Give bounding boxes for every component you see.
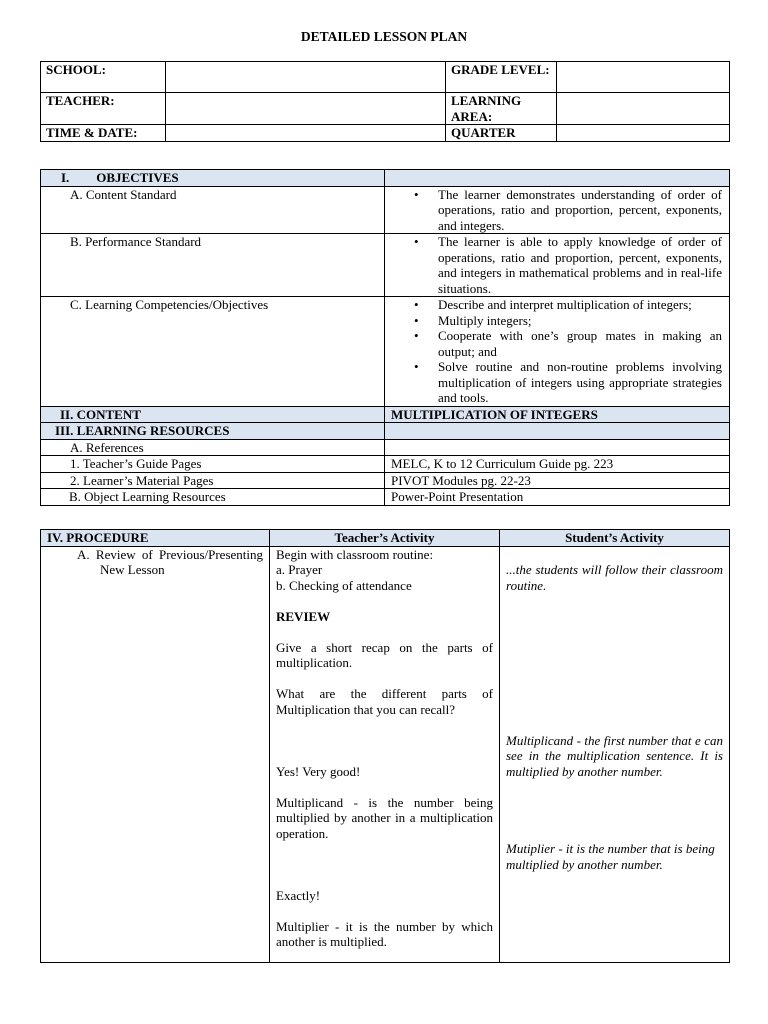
content-standard-label	[41, 186, 385, 234]
content-value: MULTIPLICATION OF INTEGERS	[385, 406, 730, 423]
competencies-label	[41, 297, 385, 407]
resources-label-text: III. LEARNING RESOURCES	[55, 423, 230, 438]
teacher-activity-header: Teacher’s Activity	[270, 530, 500, 547]
performance-standard-label	[41, 234, 385, 297]
resource-row-value: MELC, K to 12 Curriculum Guide pg. 223	[385, 456, 730, 473]
time-date-value	[166, 125, 446, 142]
student-activity-header: Student’s Activity	[500, 530, 730, 547]
references-label-text: A. References	[70, 439, 144, 455]
school-value	[166, 62, 446, 93]
references-blank	[385, 439, 730, 456]
teacher-exactly: Exactly!	[276, 887, 321, 903]
student-multiplier: Mutiplier - it is the number that is being multiplied by another number.	[506, 841, 715, 872]
list-item: • The learner is able to apply knowledge of order of operations, ratio and proportion, percent, exponents, and integers in mathematical problems and in real-life situations.	[391, 234, 722, 296]
learning-area-value	[557, 93, 730, 125]
objectives-table	[40, 169, 730, 506]
teacher-question: What are the different parts of Multiplication that you can recall?	[276, 686, 493, 717]
list-item: • Cooperate with one’s group mates in making an output; and	[391, 328, 722, 359]
teacher-value	[166, 93, 446, 125]
header-info-table	[40, 61, 730, 142]
list-item: • Solve routine and non-routine problems involving multiplication of integers using appropriate strategies and tools.	[391, 359, 722, 406]
list-item: • Describe and interpret multiplication of integers;	[391, 297, 722, 313]
object-resources-label: B. Object Learning Resources	[69, 489, 226, 504]
resource-row-value: PIVOT Modules pg. 22-23	[385, 472, 730, 489]
teacher-prayer: a. Prayer	[276, 562, 323, 577]
teacher-praise: Yes! Very good!	[276, 763, 361, 779]
objectives-heading-label: OBJECTIVES	[96, 170, 179, 185]
content-standard-cell	[385, 186, 730, 234]
procedure-header: IV. PROCEDURE	[41, 530, 270, 547]
learning-area-label: LEARNING AREA:	[446, 93, 557, 125]
objectives-heading	[41, 170, 385, 187]
step-a-text: A. Review of Previous/Presenting New Lesson	[77, 546, 263, 577]
performance-standard-cell	[385, 234, 730, 297]
list-item: • The learner demonstrates understanding of order of operations, ratio and proportion, percent, exponents, and integers.	[391, 187, 722, 234]
procedure-table	[40, 529, 730, 963]
objectives-heading-blank	[385, 170, 730, 187]
resource-row-value: Power-Point Presentation	[385, 489, 730, 506]
teacher-recap: Give a short recap on the parts of multiplication.	[276, 639, 493, 670]
performance-standard-text: B. Performance Standard	[70, 234, 202, 249]
objectives-number: I.	[61, 170, 70, 185]
quarter-label: QUARTER	[446, 125, 557, 142]
content-label	[41, 406, 385, 423]
content-standard-text: A. Content Standard	[70, 186, 177, 202]
resources-blank	[385, 423, 730, 440]
review-heading: REVIEW	[276, 608, 331, 624]
resources-label	[41, 423, 385, 440]
grade-level-value	[557, 62, 730, 93]
quarter-value	[557, 125, 730, 142]
procedure-step-a	[41, 546, 270, 962]
resource-row-label	[41, 456, 385, 473]
teacher-multiplicand: Multiplicand - is the number being multiplied by another in a multiplication operation.	[276, 794, 493, 841]
teacher-multiplier: Multiplier - it is the number by which another is multiplied.	[276, 918, 493, 949]
teacher-attendance: b. Checking of attendance	[276, 577, 412, 593]
student-multiplicand: Multiplicand - the first number that e can see in the multiplication sentence. It is multiplied by another number.	[506, 732, 723, 779]
resource-row-label	[41, 489, 385, 506]
teacher-label: TEACHER:	[41, 93, 166, 125]
student-activity-cell	[500, 546, 730, 962]
learners-material-label: 2. Learner’s Material Pages	[70, 472, 214, 488]
grade-level-label: GRADE LEVEL:	[446, 62, 557, 93]
content-label-text: II. CONTENT	[60, 406, 141, 422]
school-label: SCHOOL:	[41, 62, 166, 93]
resource-row-label	[41, 472, 385, 489]
competencies-text: C. Learning Competencies/Objectives	[70, 297, 269, 312]
list-item: • Multiply integers;	[391, 313, 722, 329]
time-date-label: TIME & DATE:	[41, 125, 166, 142]
competencies-cell	[385, 297, 730, 407]
teachers-guide-label: 1. Teacher’s Guide Pages	[70, 456, 202, 471]
student-routine: ...the students will follow their classroom routine.	[506, 562, 723, 593]
references-label	[41, 439, 385, 456]
teacher-routine: Begin with classroom routine:	[276, 546, 434, 562]
teacher-activity-cell	[270, 546, 500, 962]
document-title: DETAILED LESSON PLAN	[300, 29, 468, 44]
